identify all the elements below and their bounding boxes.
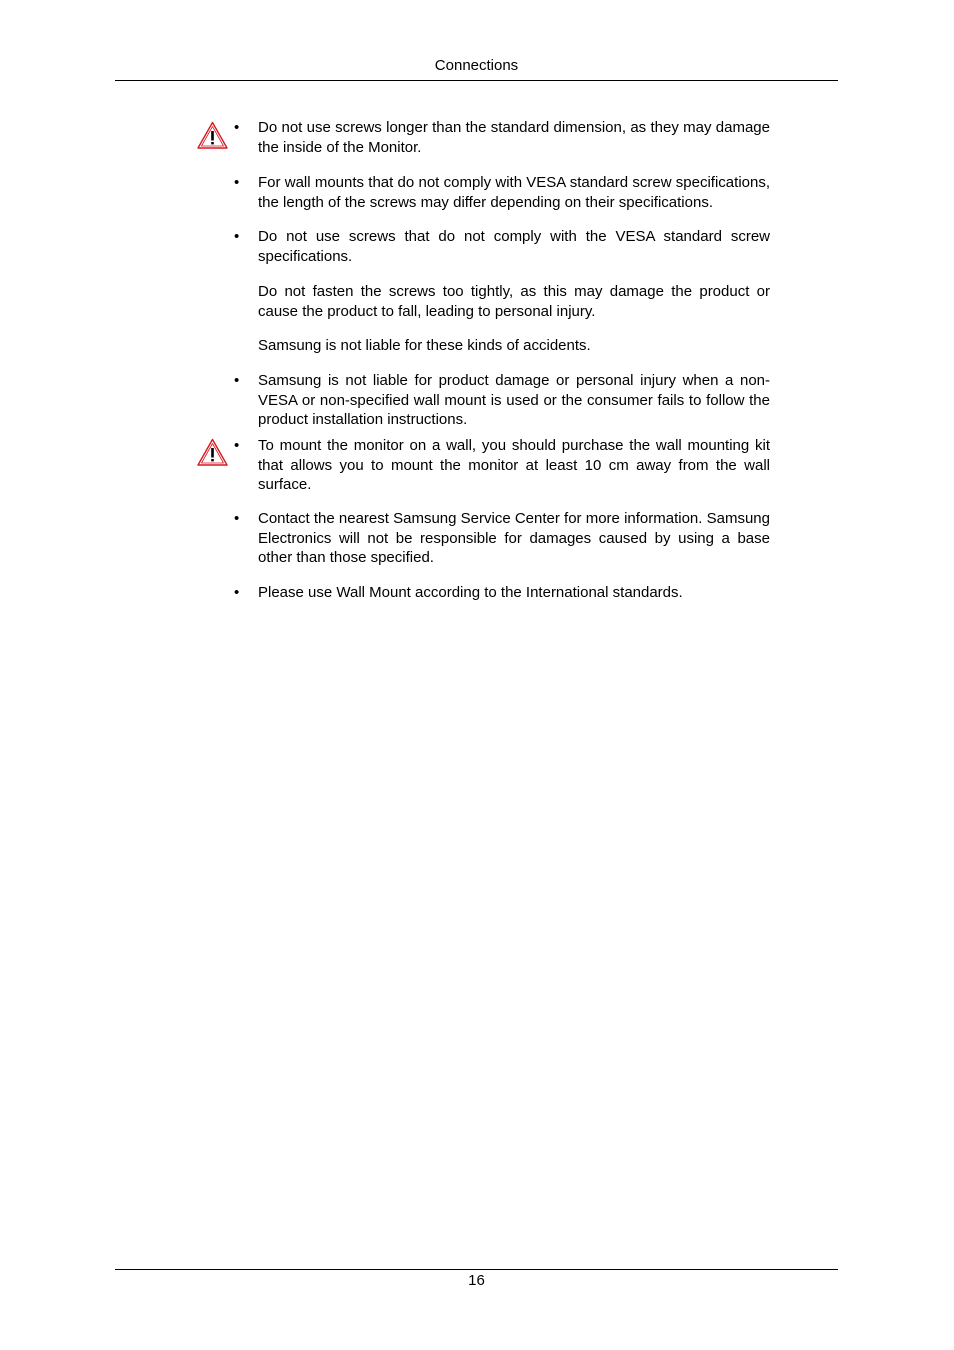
list-item: Samsung is not liable for product damage or personal injury when a non-VESA or non-specified wall mount is used or the consumer fails to follow the product installation instructions. (258, 372, 770, 428)
list-item: Do not use screws longer than the standard dimension, as they may damage the inside of the Monitor. (258, 119, 770, 156)
page-number: 16 (468, 1272, 485, 1289)
footer-rule (115, 1269, 838, 1270)
bullet-marker: • (234, 437, 240, 454)
bullet-marker: • (234, 584, 240, 601)
list-item: Contact the nearest Samsung Service Center for more information. Samsung Electronics will not be responsible for damages caused by using a base other than those specified. (258, 510, 770, 566)
bullet-marker: • (234, 372, 240, 389)
header-rule (115, 80, 838, 81)
list-item: Please use Wall Mount according to the International standards. (258, 584, 683, 601)
bullet-marker: • (234, 174, 240, 191)
warning-triangle-icon (197, 121, 228, 149)
bullet-marker: • (234, 228, 240, 245)
list-item: For wall mounts that do not comply with VESA standard screw specifications, the length of the screws may differ depending on their specifications. (258, 174, 770, 211)
warning-triangle-icon (197, 438, 228, 466)
bullet-marker: • (234, 510, 240, 527)
page-header: Connections (434, 57, 519, 74)
list-item-paragraph: Do not fasten the screws too tightly, as this may damage the product or cause the product to fall, leading to personal injury. (258, 283, 770, 320)
list-item: Do not use screws that do not comply with the VESA standard screw specifications. (258, 228, 770, 265)
bullet-marker: • (234, 119, 240, 136)
list-item-paragraph: Samsung is not liable for these kinds of accidents. (258, 337, 591, 354)
list-item: To mount the monitor on a wall, you should purchase the wall mounting kit that allows you to mount the monitor at least 10 cm away from the wall surface. (258, 437, 770, 493)
